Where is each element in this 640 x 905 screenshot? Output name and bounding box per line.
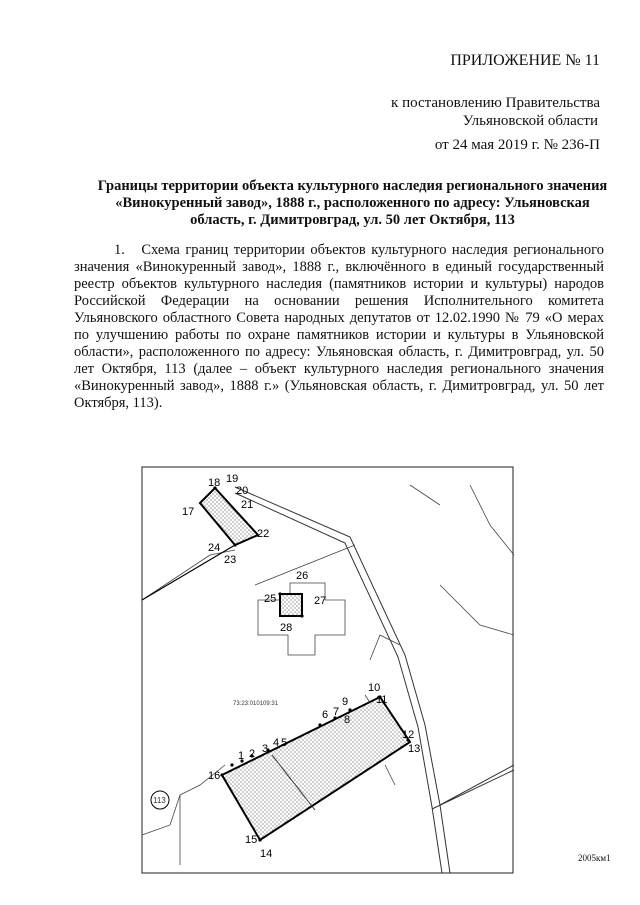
point-label-26: 26 [296, 570, 309, 582]
point-label-17: 17 [182, 506, 195, 518]
point-label-7: 7 [333, 706, 340, 718]
point-label-14: 14 [260, 848, 273, 860]
point-label-11: 11 [376, 694, 388, 706]
point-label-6: 6 [322, 709, 329, 721]
point-label-19: 19 [226, 473, 239, 485]
cadastral-number: 73:23:010109:31 [233, 701, 279, 707]
appendix-number: ПРИЛОЖЕНИЕ № 11 [450, 52, 600, 69]
point-label-24: 24 [208, 542, 221, 554]
point-label-20: 20 [236, 485, 249, 497]
point-label-13: 13 [408, 743, 421, 755]
road-marker-label: 113 [153, 796, 166, 805]
parcel-center [280, 594, 302, 616]
point-label-2: 2 [249, 748, 256, 760]
boundary-map [140, 465, 515, 875]
boundary-map-svg [140, 465, 515, 875]
point-label-15: 15 [245, 834, 258, 846]
point-label-18: 18 [208, 477, 221, 489]
point-label-8: 8 [344, 714, 351, 726]
point-label-5: 5 [281, 737, 288, 749]
point-label-27: 27 [314, 595, 327, 607]
point-label-28: 28 [280, 622, 293, 634]
paragraph-number: 1. [114, 242, 125, 258]
paragraph-text: Схема границ территории объектов культурного наследия регионального значения «Винокуренный завод», 1888 г., включённого в единый государственный реестр объектов культурного наследия (памятников истории и культуры) народов Российской Федерации на основании решения Исполнительного комитета Ульяновского областного Совета народных депутатов от 12.02.1990 № 79 «О мерах по улучшению работы по охране памятников истории и культуры в Ульяновской области», расположенного по адресу: Ульяновская область, г. Димитровград, ул. 50 лет Октября, 113 (далее – объект культурного наследия регионального значения «Винокуренный завод», 1888 г.» (Ульяновская область, г. Димитровград, ул. 50 лет Октября, 113). [74, 242, 605, 411]
footnote-code: 2005км1 [578, 853, 611, 863]
point-label-25: 25 [264, 593, 277, 605]
point-label-10: 10 [368, 682, 381, 694]
decree-line-1: к постановлению Правительства [391, 95, 600, 111]
point-label-4: 4 [273, 737, 280, 749]
boundary-line [142, 545, 235, 600]
point-label-12: 12 [402, 729, 415, 741]
parcel-north [200, 488, 258, 545]
point-label-21: 21 [241, 499, 254, 511]
parcel-main [222, 697, 410, 840]
point-label-23: 23 [224, 554, 237, 566]
document-title: Границы территории объекта культурного наследия регионального значения «Винокуренный завод», 1888 г., расположенного по адресу: Ульяновская область, г. Димитровград, ул. 50 лет Октября, 113 [97, 178, 608, 228]
point-label-9: 9 [342, 696, 349, 708]
point-label-3: 3 [262, 743, 269, 755]
body-paragraph [74, 242, 604, 412]
terrain-lines [142, 485, 514, 865]
map-frame [142, 467, 513, 873]
point-label-22: 22 [257, 528, 270, 540]
decree-date: от 24 мая 2019 г. № 236-П [434, 137, 600, 153]
point-label-16: 16 [208, 770, 221, 782]
decree-line-2: Ульяновской области [462, 113, 598, 129]
point-label-1: 1 [238, 750, 245, 762]
